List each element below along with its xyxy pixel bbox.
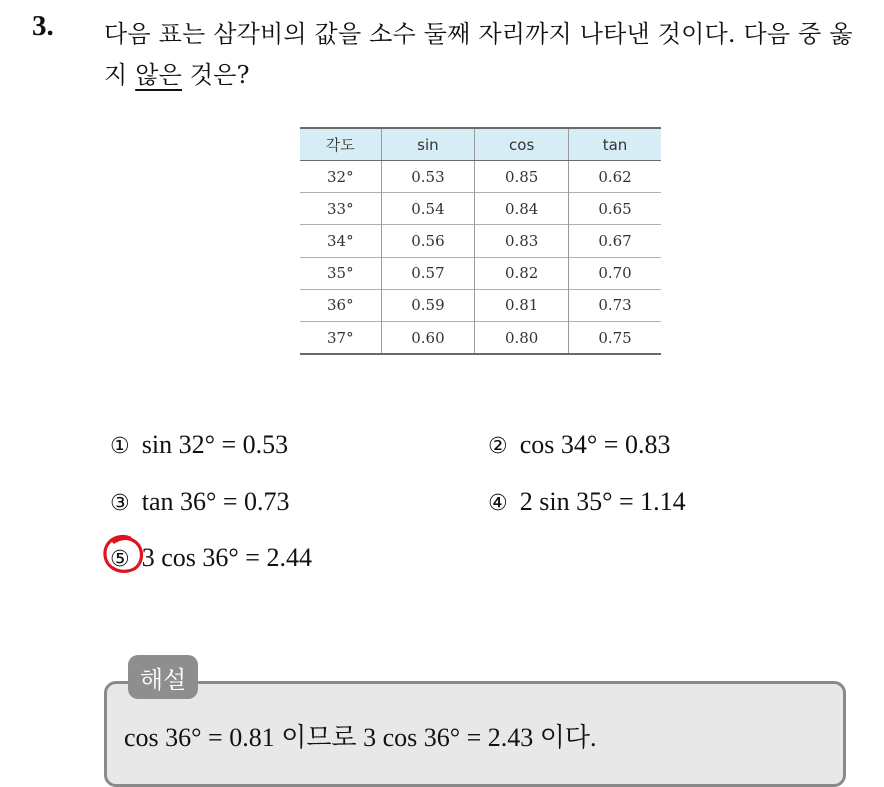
cell-tan: 0.70 bbox=[569, 257, 661, 289]
cell-cos: 0.81 bbox=[475, 289, 569, 321]
question-text-part1: 다음 표는 삼각비의 값을 소수 둘째 자리까지 나타낸 것이다. 다음 중 옳지 bbox=[104, 20, 853, 89]
cell-cos: 0.85 bbox=[475, 161, 569, 193]
cell-cos: 0.80 bbox=[475, 321, 569, 354]
table-row bbox=[300, 257, 661, 289]
question-emphasis: 않은 bbox=[135, 61, 182, 89]
cell-tan: 0.67 bbox=[569, 225, 661, 257]
cell-angle: 32° bbox=[300, 161, 381, 193]
choice-4-number: ④ bbox=[488, 491, 508, 516]
cell-sin: 0.53 bbox=[381, 161, 475, 193]
cell-angle: 34° bbox=[300, 225, 381, 257]
cell-sin: 0.56 bbox=[381, 225, 475, 257]
choice-2[interactable] bbox=[488, 430, 670, 460]
choice-3-text: tan 36° = 0.73 bbox=[141, 487, 290, 516]
question-text-part2: 것은? bbox=[182, 61, 250, 89]
question-text bbox=[104, 14, 874, 96]
cell-sin: 0.57 bbox=[381, 257, 475, 289]
choice-5-number: ⑤ bbox=[110, 547, 130, 572]
cell-tan: 0.62 bbox=[569, 161, 661, 193]
header-angle: 각도 bbox=[300, 128, 381, 161]
choice-2-number: ② bbox=[488, 434, 508, 459]
header-tan: tan bbox=[569, 128, 661, 161]
cell-angle: 33° bbox=[300, 193, 381, 225]
cell-cos: 0.82 bbox=[475, 257, 569, 289]
header-sin: sin bbox=[381, 128, 475, 161]
choice-4[interactable] bbox=[488, 487, 686, 517]
cell-tan: 0.73 bbox=[569, 289, 661, 321]
choice-4-text: 2 sin 35° = 1.14 bbox=[519, 487, 686, 516]
choice-2-text: cos 34° = 0.83 bbox=[519, 430, 671, 459]
header-cos: cos bbox=[475, 128, 569, 161]
cell-angle: 37° bbox=[300, 321, 381, 354]
answer-circle-mark bbox=[100, 533, 146, 577]
table-row bbox=[300, 225, 661, 257]
solution-text: cos 36° = 0.81 이므로 3 cos 36° = 2.43 이다. bbox=[124, 723, 597, 752]
choice-1-number: ① bbox=[110, 434, 130, 459]
table-row bbox=[300, 161, 661, 193]
cell-tan: 0.65 bbox=[569, 193, 661, 225]
choice-1-text: sin 32° = 0.53 bbox=[141, 430, 289, 459]
table-row bbox=[300, 321, 661, 354]
choice-3[interactable] bbox=[110, 487, 290, 517]
cell-cos: 0.83 bbox=[475, 225, 569, 257]
choice-3-number: ③ bbox=[110, 491, 130, 516]
table-header-row bbox=[300, 128, 661, 161]
cell-sin: 0.54 bbox=[381, 193, 475, 225]
solution-tab: 해설 bbox=[128, 655, 198, 699]
choice-1[interactable] bbox=[110, 430, 288, 460]
table-row bbox=[300, 193, 661, 225]
table-row bbox=[300, 289, 661, 321]
choice-5-text: 3 cos 36° = 2.44 bbox=[141, 543, 312, 572]
cell-cos: 0.84 bbox=[475, 193, 569, 225]
question-number: 3. bbox=[32, 10, 54, 42]
cell-tan: 0.75 bbox=[569, 321, 661, 354]
cell-angle: 35° bbox=[300, 257, 381, 289]
trig-value-table bbox=[300, 127, 661, 355]
cell-angle: 36° bbox=[300, 289, 381, 321]
cell-sin: 0.59 bbox=[381, 289, 475, 321]
cell-sin: 0.60 bbox=[381, 321, 475, 354]
